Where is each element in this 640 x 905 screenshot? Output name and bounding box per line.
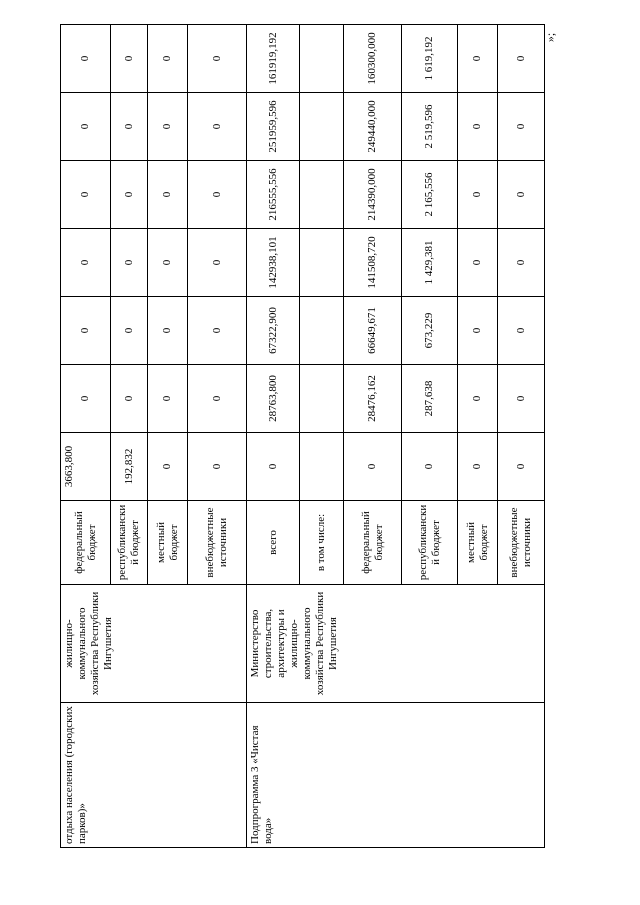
value-cell: 251959,596: [247, 93, 300, 161]
funding-source-cell: федеральный бюджет: [344, 501, 402, 585]
funding-source-cell: внебюджетные источники: [498, 501, 545, 585]
value-cell: 66649,671: [344, 297, 402, 365]
funding-source-cell: местный бюджет: [458, 501, 498, 585]
funding-source-cell: республиканский бюджет: [111, 501, 148, 585]
value-cell: 0: [148, 365, 188, 433]
value-cell: 160300,000: [344, 25, 402, 93]
value-cell: 0: [61, 297, 111, 365]
funding-source-cell: федеральный бюджет: [61, 501, 111, 585]
program-name-cell: Подпрограмма 3 «Чистая вода»: [247, 703, 545, 848]
value-cell: [300, 93, 344, 161]
program-name-cell: отдыха населения (городских парков)»: [61, 703, 247, 848]
value-cell: 214390,000: [344, 161, 402, 229]
value-cell: 0: [188, 365, 247, 433]
value-cell: 2 519,596: [402, 93, 458, 161]
value-cell: 0: [61, 365, 111, 433]
value-cell: 0: [61, 161, 111, 229]
value-cell: 287,638: [402, 365, 458, 433]
value-cell: 0: [188, 229, 247, 297]
funding-source-cell: в том числе:: [300, 501, 344, 585]
table-row: [61, 25, 111, 848]
value-cell: 0: [498, 25, 545, 93]
value-cell: 0: [111, 161, 148, 229]
value-cell: 142938,101: [247, 229, 300, 297]
value-cell: 0: [188, 25, 247, 93]
value-cell: 0: [188, 297, 247, 365]
funding-source-cell: республиканский бюджет: [402, 501, 458, 585]
value-cell: 0: [498, 365, 545, 433]
value-cell: 0: [111, 365, 148, 433]
value-cell: [300, 433, 344, 501]
value-cell: 0: [188, 93, 247, 161]
value-cell: 0: [498, 433, 545, 501]
value-cell: 1 619,192: [402, 25, 458, 93]
value-cell: 0: [148, 25, 188, 93]
value-cell: [300, 365, 344, 433]
executor-cell: Министерство строительства, архитектуры и жилищно-коммунального хозяйства Республики Ингушетия: [247, 585, 545, 703]
value-cell: [300, 229, 344, 297]
value-cell: 0: [498, 297, 545, 365]
value-cell: 0: [188, 433, 247, 501]
value-cell: 0: [148, 297, 188, 365]
value-cell: 192,832: [111, 433, 148, 501]
executor-cell: жилищно-коммунального хозяйства Республики Ингушетия: [61, 585, 247, 703]
value-cell: 0: [148, 229, 188, 297]
value-cell: 249440,000: [344, 93, 402, 161]
value-cell: 0: [61, 229, 111, 297]
value-cell: 161919,192: [247, 25, 300, 93]
value-cell: 0: [61, 93, 111, 161]
value-cell: 673,229: [402, 297, 458, 365]
value-cell: 2 165,556: [402, 161, 458, 229]
value-cell: [300, 161, 344, 229]
value-cell: 3663,800: [61, 433, 111, 501]
value-cell: 28476,162: [344, 365, 402, 433]
value-cell: 0: [148, 161, 188, 229]
value-cell: [300, 25, 344, 93]
value-cell: 216555,556: [247, 161, 300, 229]
funding-source-cell: всего: [247, 501, 300, 585]
value-cell: 0: [148, 433, 188, 501]
table-row: [247, 25, 300, 848]
value-cell: 0: [402, 433, 458, 501]
funding-source-cell: местный бюджет: [148, 501, 188, 585]
value-cell: 0: [458, 161, 498, 229]
value-cell: 0: [344, 433, 402, 501]
closing-quote-mark: »;: [543, 32, 558, 43]
value-cell: 0: [148, 93, 188, 161]
value-cell: 0: [247, 433, 300, 501]
value-cell: 67322,900: [247, 297, 300, 365]
value-cell: 0: [458, 93, 498, 161]
value-cell: 1 429,381: [402, 229, 458, 297]
value-cell: 0: [458, 365, 498, 433]
value-cell: 28763,800: [247, 365, 300, 433]
value-cell: 0: [111, 93, 148, 161]
value-cell: 0: [458, 25, 498, 93]
value-cell: [300, 297, 344, 365]
value-cell: 0: [498, 161, 545, 229]
value-cell: 0: [458, 297, 498, 365]
value-cell: 0: [458, 433, 498, 501]
value-cell: 0: [111, 229, 148, 297]
rotated-table-wrapper: [60, 25, 544, 848]
value-cell: 141508,720: [344, 229, 402, 297]
value-cell: 0: [188, 161, 247, 229]
value-cell: 0: [458, 229, 498, 297]
value-cell: 0: [61, 25, 111, 93]
value-cell: 0: [498, 229, 545, 297]
value-cell: 0: [111, 25, 148, 93]
budget-table: [60, 24, 545, 848]
funding-source-cell: внебюджетные источники: [188, 501, 247, 585]
value-cell: 0: [111, 297, 148, 365]
table-body: [61, 25, 545, 848]
value-cell: 0: [498, 93, 545, 161]
